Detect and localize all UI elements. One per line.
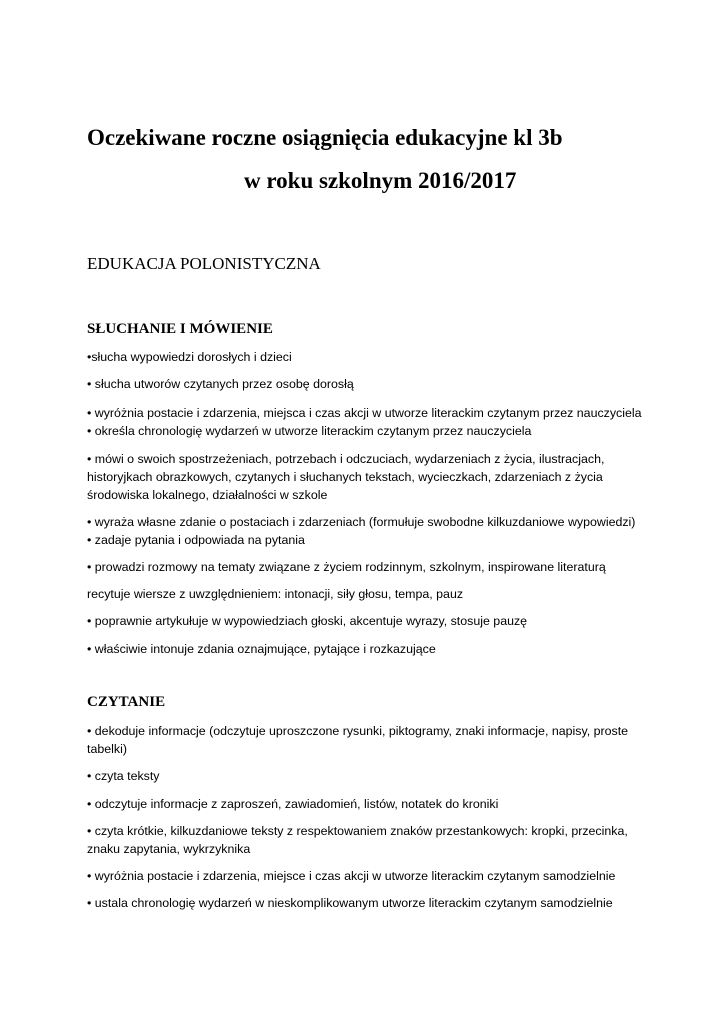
- list-item: • mówi o swoich spostrzeżeniach, potrzebach i odczuciach, wydarzeniach z życia, ilustracjach,: [87, 452, 605, 466]
- list-item: znaku zapytania, wykrzyknika: [87, 842, 251, 856]
- list-item: • prowadzi rozmowy na tematy związane z życiem rodzinnym, szkolnym, inspirowane literaturą: [87, 560, 606, 574]
- list-item: • określa chronologię wydarzeń w utworze literackim czytanym przez nauczyciela: [87, 424, 532, 438]
- list-item: • dekoduje informacje (odczytuje uproszczone rysunki, piktogramy, znaki informacje, napisy, proste: [87, 724, 629, 738]
- list-item: •słucha wypowiedzi dorosłych i dzieci: [87, 350, 292, 364]
- list-item: • czyta teksty: [87, 769, 160, 783]
- list-item: • słucha utworów czytanych przez osobę dorosłą: [87, 377, 354, 391]
- list-item: środowiska lokalnego, działalności w szkole: [87, 488, 328, 502]
- subsection-heading-reading: CZYTANIE: [87, 694, 166, 710]
- list-item: recytuje wiersze z uwzględnieniem: intonacji, siły głosu, tempa, pauz: [87, 587, 464, 601]
- list-item: • wyróżnia postacie i zdarzenia, miejsca i czas akcji w utworze literackim czytanym przez nauczyciela: [87, 406, 642, 420]
- document-title-line-2: w roku szkolnym 2016/2017: [244, 168, 517, 193]
- list-item: • czyta krótkie, kilkuzdaniowe teksty z respektowaniem znaków przestankowych: kropki, przecinka,: [87, 824, 628, 838]
- list-item: historyjkach obrazkowych, czytanych i słuchanych tekstach, wycieczkach, zdarzeniach z życia: [87, 470, 603, 484]
- list-item: • ustala chronologię wydarzeń w nieskomplikowanym utworze literackim czytanym samodzielnie: [87, 896, 613, 910]
- list-item: • wyraża własne zdanie o postaciach i zdarzeniach (formułuje swobodne kilkuzdaniowe wypowiedzi): [87, 515, 636, 529]
- list-item: • właściwie intonuje zdania oznajmujące, pytające i rozkazujące: [87, 642, 436, 656]
- subsection-heading-listening: SŁUCHANIE I MÓWIENIE: [87, 321, 273, 337]
- list-item: • wyróżnia postacie i zdarzenia, miejsce i czas akcji w utworze literackim czytanym samodzielnie: [87, 869, 616, 883]
- section-heading: EDUKACJA POLONISTYCZNA: [87, 254, 321, 273]
- document-title-line-1: Oczekiwane roczne osiągnięcia edukacyjne kl 3b: [87, 125, 563, 150]
- list-item: • zadaje pytania i odpowiada na pytania: [87, 533, 305, 547]
- list-item: • poprawnie artykułuje w wypowiedziach głoski, akcentuje wyrazy, stosuje pauzę: [87, 614, 528, 628]
- list-item: tabelki): [87, 742, 127, 756]
- list-item: • odczytuje informacje z zaproszeń, zawiadomień, listów, notatek do kroniki: [87, 797, 499, 811]
